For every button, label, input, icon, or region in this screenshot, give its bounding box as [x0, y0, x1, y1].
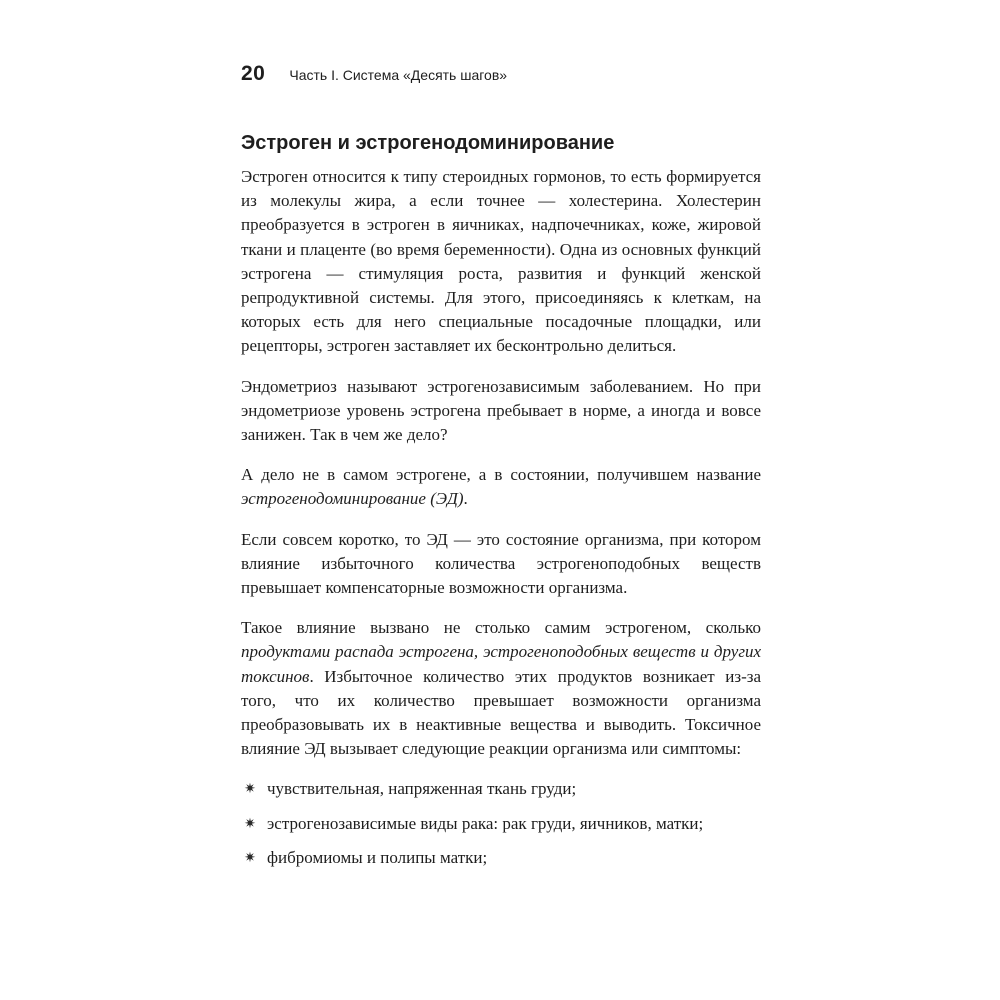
list-item-text: эстрогенозависимые виды рака: рак груди, яичников, матки;: [267, 813, 704, 833]
running-title: Часть I. Система «Десять шагов»: [289, 67, 508, 83]
list-item: [241, 812, 761, 836]
paragraph-text-end: . Избыточное количество этих продуктов возникает из-за того, что их количество превышает возможности организма преобразовывать их в неактивные вещества и выводить. Токсичное влияние ЭД вызывает следующие реакции организма или симптомы:: [241, 666, 761, 759]
page-number: 20: [241, 62, 266, 85]
list-item: [241, 777, 761, 801]
paragraph-text: Такое влияние вызвано не столько самим эстрогеном, сколько: [241, 618, 761, 638]
emphasized-term: эстрогенодоминирование (ЭД): [241, 489, 464, 509]
paragraph-toxins: [241, 616, 761, 761]
body-text: [241, 165, 761, 880]
list-item-text: чувствительная, напряженная ткань груди;: [267, 779, 577, 799]
section-heading: Эстроген и эстрогенодоминирование: [241, 132, 615, 154]
emphasized-phrase: продуктами распада эстрогена, эстрогеноподобных веществ и других токсинов: [241, 642, 761, 686]
list-item-text: фибромиомы и полипы матки;: [267, 847, 488, 867]
symptom-list: [241, 777, 761, 870]
paragraph-estrogen-intro: Эстроген относится к типу стероидных гормонов, то есть формируется из молекулы жира, а если точнее — холестерина. Холестерин преобразуется в эстроген в яичниках, надпочечниках, коже, жировой ткани и плаценте (во время беременности). Одна из основных функций эстрогена — стимуляция роста, развития и функций женской репродуктивной системы. Для этого, присоединяясь к клеткам, на которых есть для него специальные посадочные площадки, или рецепторы, эстроген заставляет их бесконтрольно делиться.: [241, 167, 761, 356]
paragraph-ed-definition: Если совсем коротко, то ЭД — это состояние организма, при котором влияние избыточного количества эстрогеноподобных веществ превышает компенсаторные возможности организма.: [241, 529, 761, 598]
list-item: [241, 846, 761, 870]
asterisk-bullet-icon: ✷: [244, 849, 256, 866]
paragraph-ed-definition-intro: [241, 463, 761, 511]
asterisk-bullet-icon: ✷: [244, 815, 256, 832]
running-header: [241, 62, 761, 92]
paragraph-endometriosis: Эндометриоз называют эстрогенозависимым заболеванием. Но при эндометриозе уровень эстрогена пребывает в норме, а иногда и вовсе занижен. Так в чем же дело?: [241, 376, 761, 445]
paragraph-text: А дело не в самом эстрогене, а в состоянии, получившем название: [241, 465, 761, 485]
paragraph-text-end: .: [463, 489, 468, 509]
asterisk-bullet-icon: ✷: [244, 781, 256, 798]
